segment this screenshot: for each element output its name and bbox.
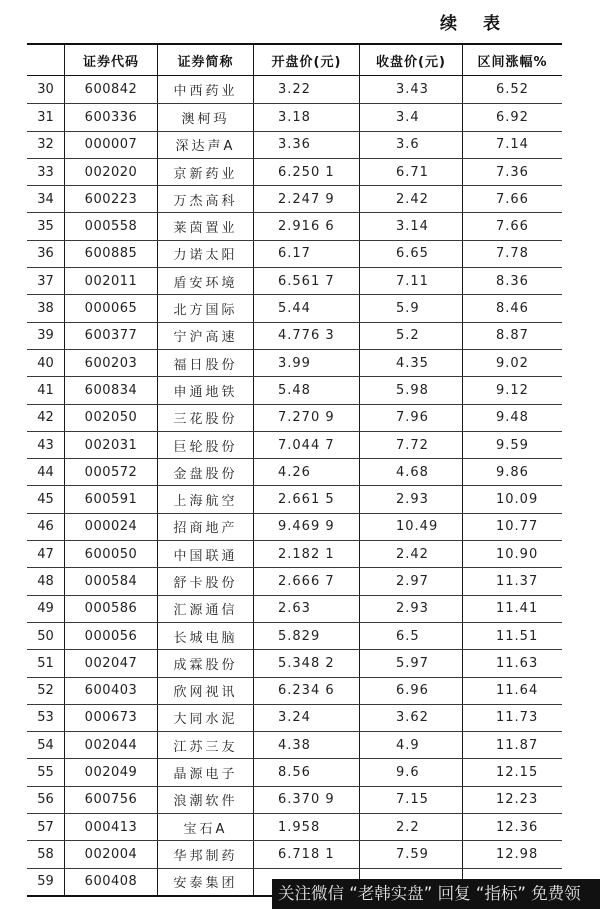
table-row: [27, 322, 562, 349]
security-code: 002004: [64, 841, 157, 867]
change-pct: 9.59: [462, 432, 562, 458]
table-row: [27, 185, 562, 212]
close-price: 3.4: [359, 104, 462, 130]
security-code: 000056: [64, 623, 157, 649]
table-title: [440, 9, 500, 34]
row-index: 39: [37, 328, 54, 344]
header-name: 证券简称: [157, 45, 253, 75]
close-price: 4.9: [359, 732, 462, 758]
open-price: 8.56: [253, 759, 359, 785]
open-price: 5.348 2: [253, 650, 359, 676]
change-pct: 12.36: [462, 814, 562, 840]
open-price: 2.916 6: [253, 213, 359, 239]
row-index: 44: [37, 464, 54, 480]
change-pct: 11.87: [462, 732, 562, 758]
row-index: 35: [37, 219, 54, 235]
open-price: 1.958: [253, 814, 359, 840]
change-pct: 9.12: [462, 377, 562, 403]
row-index: 42: [37, 410, 54, 426]
open-price: 3.99: [253, 350, 359, 376]
change-pct: 7.78: [462, 241, 562, 267]
close-price: 3.43: [359, 76, 462, 103]
open-price: 4.776 3: [253, 323, 359, 349]
open-price: 9.469 9: [253, 514, 359, 540]
change-pct: 12.98: [462, 841, 562, 867]
change-pct: 11.41: [462, 596, 562, 622]
row-index: 46: [37, 519, 54, 535]
security-code: 600885: [64, 241, 157, 267]
table-row: [27, 240, 562, 267]
security-code: 000007: [64, 132, 157, 158]
row-index: 59: [37, 874, 54, 890]
open-price: 3.36: [253, 132, 359, 158]
change-pct: 8.46: [462, 295, 562, 321]
title-continued: 续: [440, 14, 457, 34]
security-code: 600842: [64, 76, 157, 103]
close-price: 4.68: [359, 459, 462, 485]
close-price: 2.42: [359, 186, 462, 212]
row-index: 47: [37, 546, 54, 562]
row-index: 51: [37, 655, 54, 671]
security-name: 招商地产: [157, 514, 253, 540]
open-price: 4.38: [253, 732, 359, 758]
table-row: [27, 103, 562, 130]
change-pct: 8.36: [462, 268, 562, 294]
close-price: 7.15: [359, 787, 462, 813]
title-table: 表: [483, 14, 500, 34]
row-index: 38: [37, 301, 54, 317]
header-change-pct: 区间涨幅%: [462, 45, 562, 75]
change-pct: 9.86: [462, 459, 562, 485]
security-code: 600336: [64, 104, 157, 130]
security-name: 三花股份: [157, 405, 253, 431]
table-row: [27, 131, 562, 158]
close-price: 2.93: [359, 486, 462, 512]
table-row: [27, 595, 562, 622]
table-row: [27, 813, 562, 840]
table-row: [27, 349, 562, 376]
close-price: 5.97: [359, 650, 462, 676]
close-price: 2.93: [359, 596, 462, 622]
security-name: 上海航空: [157, 486, 253, 512]
table-row: [27, 158, 562, 185]
change-pct: 10.09: [462, 486, 562, 512]
row-index: 41: [37, 382, 54, 398]
security-code: 002044: [64, 732, 157, 758]
security-name: 晶源电子: [157, 759, 253, 785]
row-index: 50: [37, 628, 54, 644]
open-price: 6.250 1: [253, 159, 359, 185]
security-name: 福日股份: [157, 350, 253, 376]
security-code: 600756: [64, 787, 157, 813]
security-code: 600050: [64, 541, 157, 567]
security-name: 成霖股份: [157, 650, 253, 676]
row-index: 37: [37, 273, 54, 289]
row-index: 36: [37, 246, 54, 262]
security-code: 000024: [64, 514, 157, 540]
open-price: 3.22: [253, 76, 359, 103]
change-pct: 6.52: [462, 76, 562, 103]
security-code: 002031: [64, 432, 157, 458]
table-row: [27, 649, 562, 676]
open-price: 2.666 7: [253, 568, 359, 594]
close-price: 3.14: [359, 213, 462, 239]
change-pct: 9.48: [462, 405, 562, 431]
close-price: 9.6: [359, 759, 462, 785]
table-row: [27, 622, 562, 649]
security-code: 000586: [64, 596, 157, 622]
close-price: 2.2: [359, 814, 462, 840]
table-row: [27, 267, 562, 294]
security-name: 欣网视讯: [157, 678, 253, 704]
open-price: 6.17: [253, 241, 359, 267]
change-pct: 9.02: [462, 350, 562, 376]
close-price: 6.5: [359, 623, 462, 649]
change-pct: 8.87: [462, 323, 562, 349]
security-name: 浪潮软件: [157, 787, 253, 813]
change-pct: 11.37: [462, 568, 562, 594]
security-name: 华邦制药: [157, 841, 253, 867]
close-price: 6.65: [359, 241, 462, 267]
row-index: 32: [37, 137, 54, 153]
security-code: 600203: [64, 350, 157, 376]
open-price: 7.270 9: [253, 405, 359, 431]
security-code: 002049: [64, 759, 157, 785]
security-code: 600223: [64, 186, 157, 212]
row-index: 58: [37, 846, 54, 862]
row-index: 33: [37, 164, 54, 180]
close-price: 2.97: [359, 568, 462, 594]
change-pct: 12.23: [462, 787, 562, 813]
open-price: 2.182 1: [253, 541, 359, 567]
open-price: 3.18: [253, 104, 359, 130]
change-pct: 11.51: [462, 623, 562, 649]
security-code: 600834: [64, 377, 157, 403]
security-name: 盾安环境: [157, 268, 253, 294]
security-name: 汇源通信: [157, 596, 253, 622]
table-row: [27, 76, 562, 103]
security-code: 600377: [64, 323, 157, 349]
close-price: 4.35: [359, 350, 462, 376]
close-price: 5.98: [359, 377, 462, 403]
change-pct: 11.73: [462, 705, 562, 731]
row-index: 52: [37, 683, 54, 699]
security-name: 申通地铁: [157, 377, 253, 403]
header-close-price: 收盘价(元): [359, 45, 462, 75]
row-index: 30: [37, 82, 54, 98]
security-name: 万杰高科: [157, 186, 253, 212]
table-row: [27, 294, 562, 321]
row-index: 34: [37, 191, 54, 207]
table-row: [27, 567, 562, 594]
security-code: 000673: [64, 705, 157, 731]
row-index: 56: [37, 792, 54, 808]
change-pct: 12.15: [462, 759, 562, 785]
security-name: 中国联通: [157, 541, 253, 567]
close-price: 3.6: [359, 132, 462, 158]
open-price: 3.24: [253, 705, 359, 731]
security-name: 宁沪高速: [157, 323, 253, 349]
table-row: [27, 404, 562, 431]
security-code: 000584: [64, 568, 157, 594]
security-code: 600591: [64, 486, 157, 512]
close-price: 6.96: [359, 678, 462, 704]
table-row: [27, 840, 562, 867]
close-price: 5.9: [359, 295, 462, 321]
close-price: 3.62: [359, 705, 462, 731]
close-price: 7.72: [359, 432, 462, 458]
security-name: 江苏三友: [157, 732, 253, 758]
row-index: 45: [37, 492, 54, 508]
change-pct: 11.63: [462, 650, 562, 676]
table-row: [27, 758, 562, 785]
row-index: 48: [37, 573, 54, 589]
header-index: [27, 45, 64, 75]
security-name: 京新药业: [157, 159, 253, 185]
table-header-row: [27, 45, 562, 76]
security-name: 安泰集团: [157, 869, 253, 895]
open-price: 6.718 1: [253, 841, 359, 867]
table-row: [27, 677, 562, 704]
table-row: [27, 704, 562, 731]
open-price: 7.044 7: [253, 432, 359, 458]
close-price: 7.59: [359, 841, 462, 867]
row-index: 31: [37, 109, 54, 125]
security-name: 长城电脑: [157, 623, 253, 649]
security-name: 澳柯玛: [157, 104, 253, 130]
open-price: 2.661 5: [253, 486, 359, 512]
close-price: 5.2: [359, 323, 462, 349]
security-code: 000572: [64, 459, 157, 485]
security-code: 002020: [64, 159, 157, 185]
open-price: 6.234 6: [253, 678, 359, 704]
open-price: 2.63: [253, 596, 359, 622]
table-row: [27, 731, 562, 758]
security-code: 002011: [64, 268, 157, 294]
open-price: 5.44: [253, 295, 359, 321]
change-pct: 7.36: [462, 159, 562, 185]
security-name: 巨轮股份: [157, 432, 253, 458]
open-price: 4.26: [253, 459, 359, 485]
security-code: 600408: [64, 869, 157, 895]
close-price: 7.96: [359, 405, 462, 431]
open-price: 5.829: [253, 623, 359, 649]
change-pct: 10.90: [462, 541, 562, 567]
security-code: 000065: [64, 295, 157, 321]
open-price: 6.370 9: [253, 787, 359, 813]
security-code: 002050: [64, 405, 157, 431]
row-index: 54: [37, 737, 54, 753]
header-code: 证券代码: [64, 45, 157, 75]
table-row: [27, 376, 562, 403]
table-row: [27, 458, 562, 485]
security-code: 002047: [64, 650, 157, 676]
open-price: 5.48: [253, 377, 359, 403]
security-name: 莱茵置业: [157, 213, 253, 239]
change-pct: 7.66: [462, 186, 562, 212]
change-pct: 11.64: [462, 678, 562, 704]
security-name: 力诺太阳: [157, 241, 253, 267]
table-row: [27, 786, 562, 813]
table-row: [27, 513, 562, 540]
table-row: [27, 485, 562, 512]
row-index: 57: [37, 819, 54, 835]
table-row: [27, 431, 562, 458]
change-pct: 7.66: [462, 213, 562, 239]
security-name: 北方国际: [157, 295, 253, 321]
security-name: 深达声A: [157, 132, 253, 158]
watermark-banner: 关注微信 “老韩实盘” 回复 “指标” 免费领: [272, 879, 600, 909]
close-price: 7.11: [359, 268, 462, 294]
close-price: 2.42: [359, 541, 462, 567]
header-open-price: 开盘价(元): [253, 45, 359, 75]
table-row: [27, 540, 562, 567]
row-index: 43: [37, 437, 54, 453]
security-name: 宝石A: [157, 814, 253, 840]
table-row: [27, 212, 562, 239]
security-name: 中西药业: [157, 76, 253, 103]
security-name: 金盘股份: [157, 459, 253, 485]
close-price: 10.49: [359, 514, 462, 540]
change-pct: 7.14: [462, 132, 562, 158]
change-pct: 10.77: [462, 514, 562, 540]
security-name: 舒卡股份: [157, 568, 253, 594]
security-code: 000413: [64, 814, 157, 840]
row-index: 49: [37, 601, 54, 617]
stock-table: [27, 43, 562, 897]
row-index: 40: [37, 355, 54, 371]
security-code: 000558: [64, 213, 157, 239]
change-pct: 6.92: [462, 104, 562, 130]
security-name: 大同水泥: [157, 705, 253, 731]
open-price: 6.561 7: [253, 268, 359, 294]
row-index: 55: [37, 765, 54, 781]
security-code: 600403: [64, 678, 157, 704]
close-price: 6.71: [359, 159, 462, 185]
open-price: 2.247 9: [253, 186, 359, 212]
row-index: 53: [37, 710, 54, 726]
